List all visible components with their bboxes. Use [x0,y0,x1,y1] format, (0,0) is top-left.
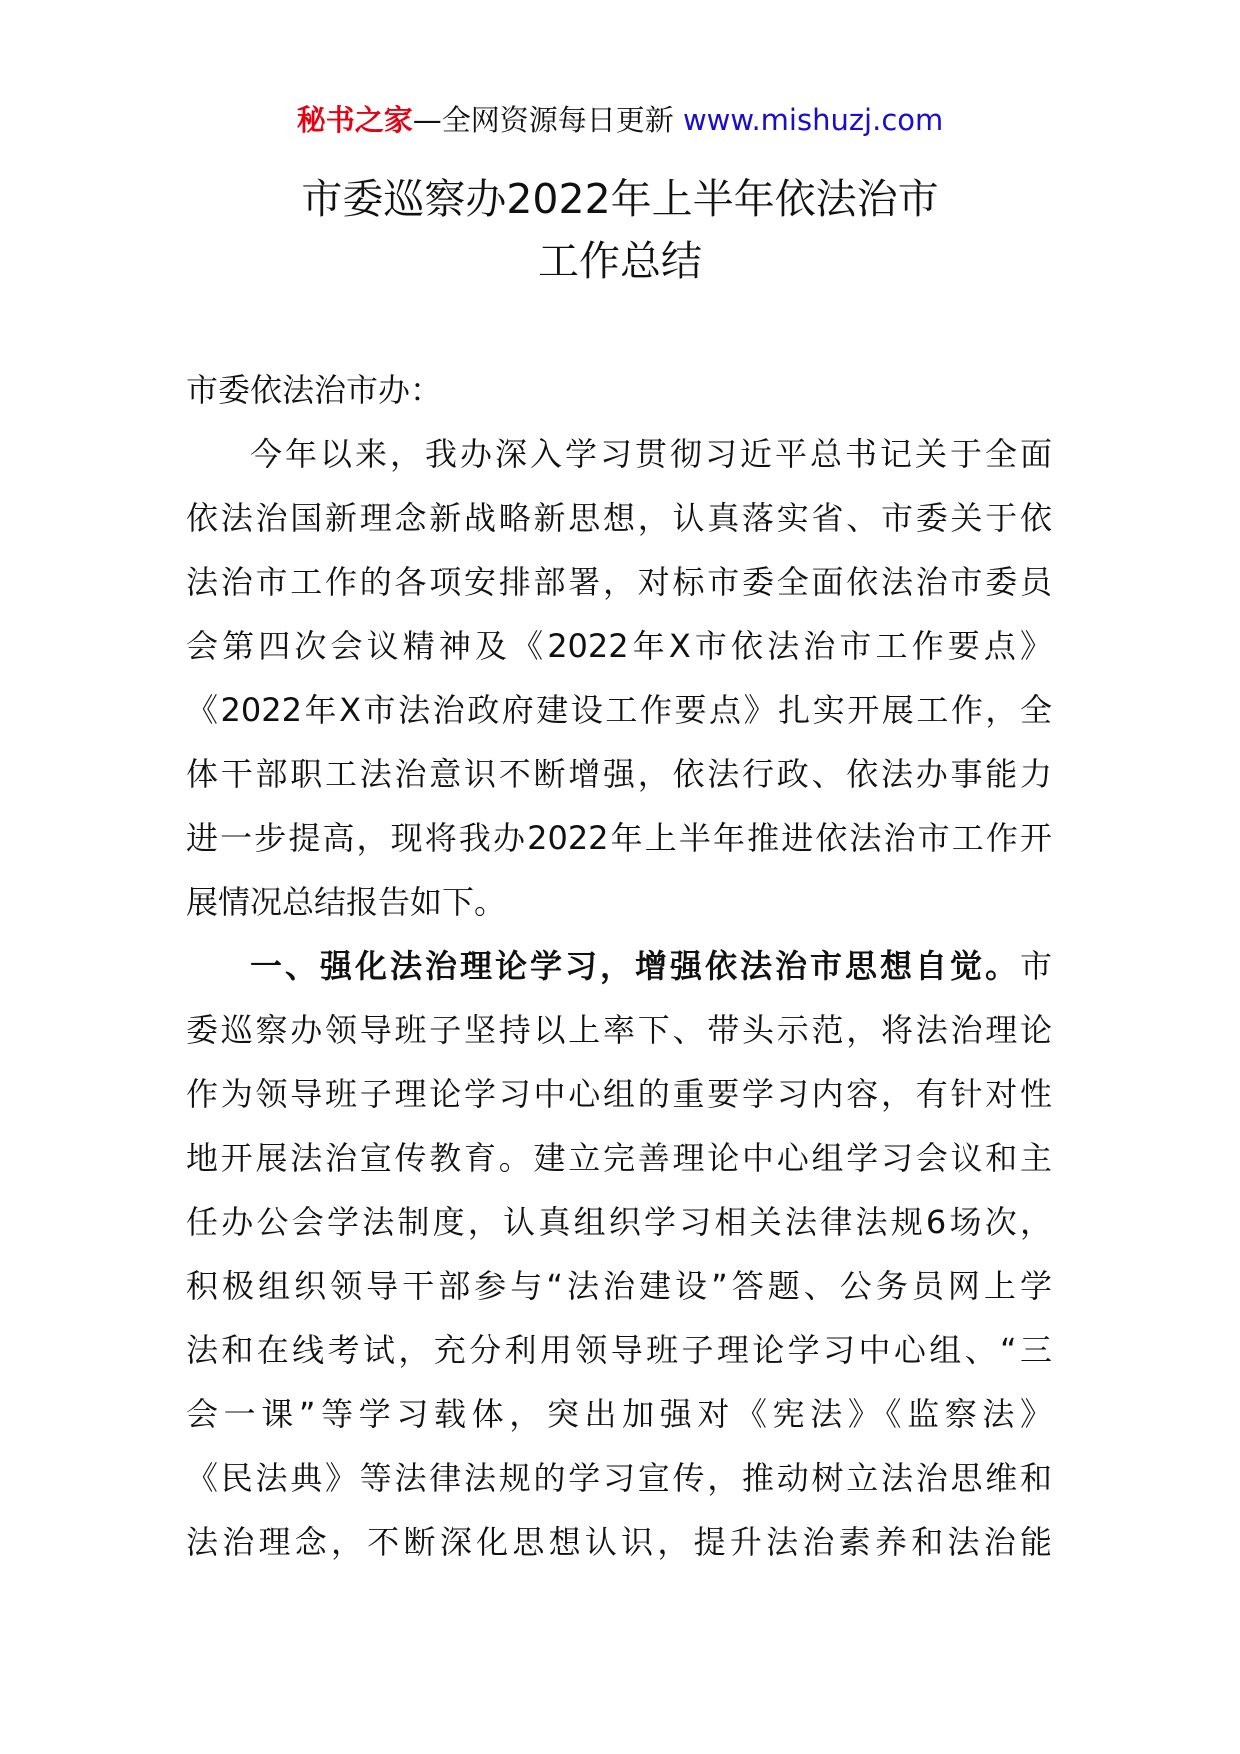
watermark-header [0,100,1240,140]
paragraph-line: 体干部职工法治意识不断增强，依法行政、依法办事能力 [186,755,1052,793]
paragraph-line: 进一步提高，现将我办2022年上半年推进依法治市工作开 [186,819,1052,857]
section-1-first-line [186,934,1052,998]
paragraph-line: 委巡察办领导班子坚持以上率下、带头示范，将法治理论 [186,1011,1052,1049]
paragraph-line: 法治理念，不断深化思想认识，提升法治素养和法治能 [186,1523,1052,1561]
paragraph-line: 作为领导班子理论学习中心组的重要学习内容，有针对性 [186,1075,1052,1113]
paragraph-line: 《2022年X市法治政府建设工作要点》扎实开展工作，全 [186,691,1052,729]
document-body [186,358,1052,1574]
salutation: 市委依法治市办： [186,371,443,409]
paragraph-line: 积极组织领导干部参与“法治建设”答题、公务员网上学 [186,1267,1052,1305]
header-slogan: —全网资源每日更新 [412,103,674,137]
paragraph-line: 任办公会学法制度，认真组织学习相关法律法规6场次， [186,1203,1052,1241]
document-title [0,168,1240,292]
paragraph-line: 地开展法治宣传教育。建立完善理论中心组学习会议和主 [186,1139,1052,1177]
paragraph-line: 法和在线考试，充分利用领导班子理论学习中心组、“三 [186,1331,1052,1369]
paragraph-line: 会第四次会议精神及《2022年X市依法治市工作要点》 [186,627,1052,665]
section-1-heading: 一、强化法治理论学习，增强依法治市思想自觉。 [250,947,1020,985]
paragraph-line: 会一课”等学习载体，突出加强对《宪法》《监察法》 [186,1395,1052,1433]
paragraph-line: 法治市工作的各项安排部署，对标市委全面依法治市委员 [186,563,1052,601]
header-brand: 秘书之家 [296,103,413,137]
paragraph-line: 今年以来，我办深入学习贯彻习近平总书记关于全面 [250,435,1052,473]
title-line-2: 工作总结 [538,237,702,285]
section-1-heading-rest: 市 [1019,947,1052,985]
paragraph-line: 依法治国新理念新战略新思想，认真落实省、市委关于依 [186,499,1052,537]
paragraph-line: 《民法典》等法律法规的学习宣传，推动树立法治思维和 [186,1459,1052,1497]
title-line-1: 市委巡察办2022年上半年依法治市 [301,175,939,223]
paragraph-line: 展情况总结报告如下。 [186,883,507,921]
header-site-url[interactable]: www.mishuzj.com [682,103,944,137]
